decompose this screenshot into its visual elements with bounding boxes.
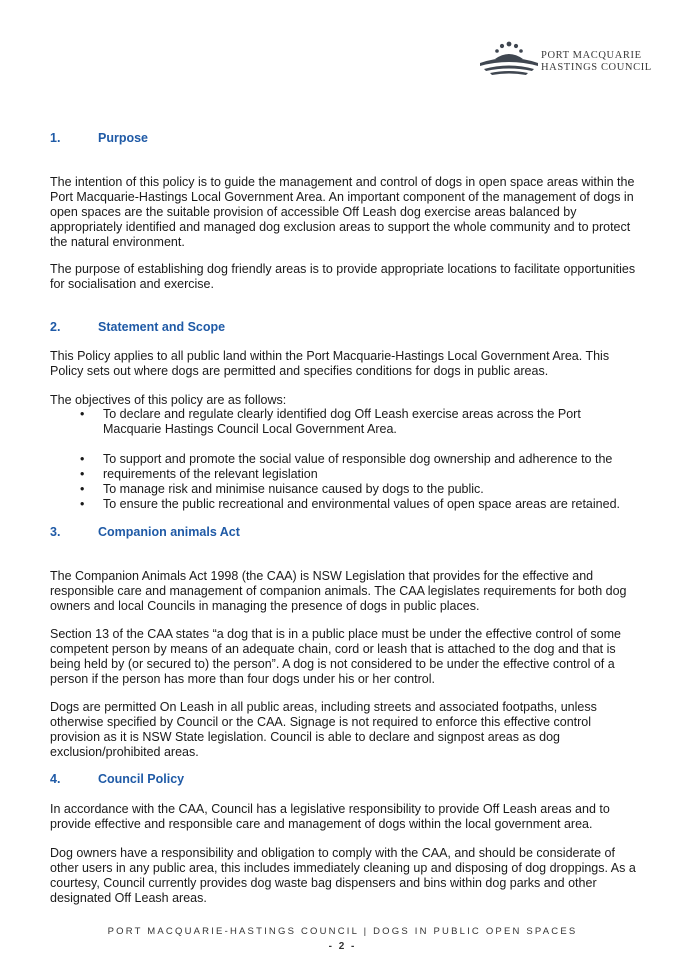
section-title: Council Policy — [98, 772, 185, 786]
bullet-glyph: • — [80, 467, 85, 481]
page-footer: PORT MACQUARIE-HASTINGS COUNCIL | DOGS IN PUBLIC OPEN SPACES — [107, 926, 578, 937]
section-number: 2. — [50, 320, 61, 334]
council-logo-icon — [478, 40, 540, 76]
paragraph: In accordance with the CAA, Council has a legislative responsibility to provide Off Leash areas and to provide effective and responsible care and management of dogs within the local government area. — [50, 802, 610, 831]
bullet-glyph: • — [80, 497, 85, 511]
list-item-text: To ensure the public recreational and environmental values of open space areas are retained. — [103, 497, 620, 511]
section-title: Companion animals Act — [98, 525, 240, 539]
list-item-text: To support and promote the social value of responsible dog ownership and adherence to the — [103, 452, 613, 466]
council-logo — [478, 40, 652, 76]
list-item-text: To declare and regulate clearly identified dog Off Leash exercise areas across the Port Macquarie Hastings Council Local Government Area. — [103, 407, 581, 436]
paragraph: The objectives of this policy are as follows: — [50, 393, 287, 407]
section-number: 1. — [50, 131, 61, 145]
section-title: Purpose — [98, 131, 149, 145]
section-number: 4. — [50, 772, 61, 786]
section-number: 3. — [50, 525, 61, 539]
list-item — [80, 452, 640, 467]
bullet-glyph: • — [80, 407, 85, 421]
list-item — [80, 497, 640, 512]
bullet-glyph: • — [80, 482, 85, 496]
bullet-glyph: • — [80, 452, 85, 466]
paragraph: Section 13 of the CAA states “a dog that is in a public place must be under the effective control of some competent person by means of an adequate chain, cord or leash that is attached to the dog and that is being held by (or secured to) the person”. A dog is not considered to be under the effective control of a person if the person has more than four dogs under his or her control. — [50, 627, 621, 686]
list-item — [80, 407, 640, 437]
paragraph: This Policy applies to all public land within the Port Macquarie-Hastings Local Government Area. This Policy sets out where dogs are permitted and specifies conditions for dogs in public areas. — [50, 349, 610, 378]
paragraph: The intention of this policy is to guide the management and control of dogs in open space areas within the Port Macquarie-Hastings Local Government Area. An important component of the management of dogs in open spaces are the suitable provision of accessible Off Leash dog exercise areas balanced by appropriately identified and managed dog exclusion areas to support the whole community and to protect the natural environment. — [50, 175, 635, 249]
logo-line-1: PORT MACQUARIE — [541, 50, 642, 61]
paragraph: Dog owners have a responsibility and obligation to comply with the CAA, and should be considerate of other users in any public area, this includes immediately cleaning up and disposing of dog droppings. As a courtesy, Council currently provides dog waste bag dispensers and bins within dog parks and other designated Off Leash areas. — [50, 846, 636, 905]
list-item — [80, 482, 640, 497]
council-logo-text — [541, 50, 652, 74]
list-item-text: To manage risk and minimise nuisance caused by dogs to the public. — [103, 482, 484, 496]
paragraph: The Companion Animals Act 1998 (the CAA) is NSW Legislation that provides for the effective and responsible care and management of companion animals. The CAA legislates requirements for both dog owners and local Councils in managing the presence of dogs in public places. — [50, 569, 627, 613]
page-number: - 2 - — [328, 941, 357, 952]
list-item — [80, 467, 640, 482]
section-title: Statement and Scope — [98, 320, 226, 334]
logo-line-2: HASTINGS COUNCIL — [541, 62, 652, 73]
paragraph: The purpose of establishing dog friendly areas is to provide appropriate locations to facilitate opportunities for socialisation and exercise. — [50, 262, 636, 291]
objectives-list — [80, 407, 640, 512]
list-item-text: requirements of the relevant legislation — [103, 467, 318, 481]
paragraph: Dogs are permitted On Leash in all public areas, including streets and associated footpaths, unless otherwise specified by Council or the CAA. Signage is not required to enforce this effective control provision as it is NSW State legislation. Council is able to declare and signpost areas as dog exclusion/prohibited areas. — [50, 700, 597, 759]
